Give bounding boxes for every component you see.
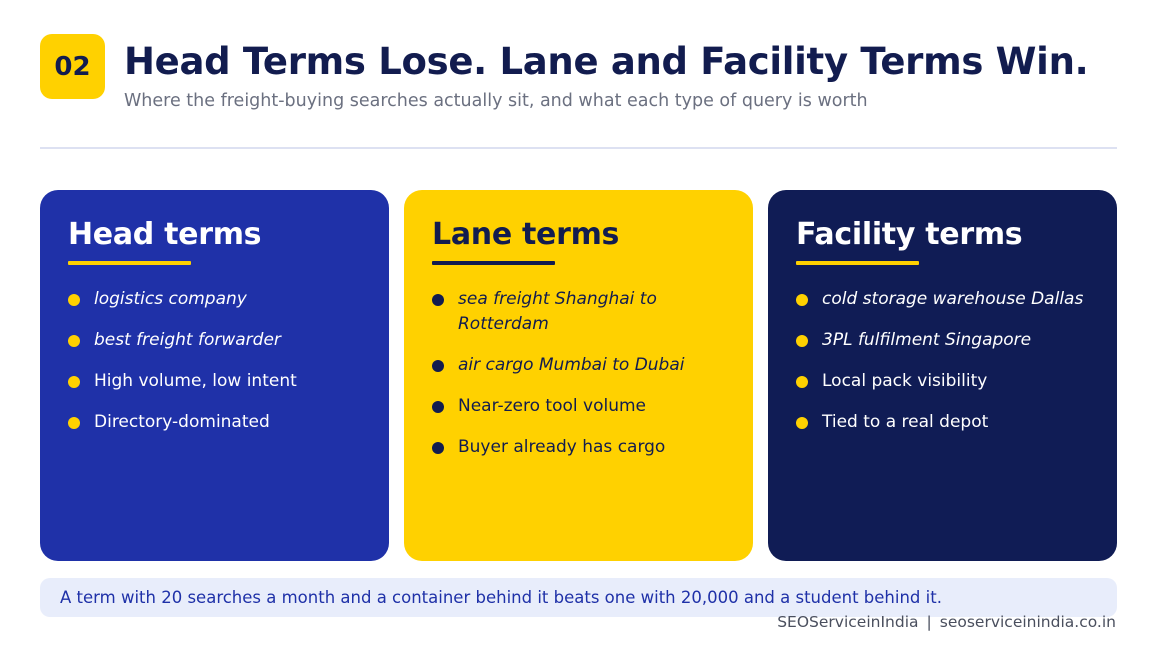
bullet-dot-icon (432, 360, 444, 372)
card-list (68, 287, 361, 435)
takeaway-note: A term with 20 searches a month and a container behind it beats one with 20,000 and a student behind it. (40, 578, 1117, 617)
bullet-dot-icon (68, 417, 80, 429)
card-list (796, 287, 1089, 435)
bullet-dot-icon (796, 294, 808, 306)
bullet-dot-icon (796, 335, 808, 347)
card-title: Lane terms (432, 217, 620, 252)
card-title-underline (432, 261, 555, 265)
card-facility-terms (768, 190, 1117, 561)
list-item: air cargo Mumbai to Dubai (432, 353, 725, 378)
list-item: cold storage warehouse Dallas (796, 287, 1089, 312)
bullet-dot-icon (68, 376, 80, 388)
card-list (432, 287, 725, 460)
card-head-terms (40, 190, 389, 561)
list-item: 3PL fulfilment Singapore (796, 328, 1089, 353)
bullet-dot-icon (432, 294, 444, 306)
list-item: Near-zero tool volume (432, 394, 725, 419)
footer-site: seoserviceinindia.co.in (939, 613, 1116, 631)
bullet-dot-icon (432, 442, 444, 454)
bullet-dot-icon (68, 335, 80, 347)
bullet-dot-icon (68, 294, 80, 306)
card-lane-terms (404, 190, 753, 561)
card-title-underline (796, 261, 919, 265)
section-number-badge: 02 (40, 34, 105, 99)
page-subtitle: Where the freight-buying searches actually sit, and what each type of query is worth (124, 91, 868, 111)
card-title: Head terms (68, 217, 262, 252)
list-item: Directory-dominated (68, 410, 361, 435)
list-item: best freight forwarder (68, 328, 361, 353)
list-item: Tied to a real depot (796, 410, 1089, 435)
card-title: Facility terms (796, 217, 1023, 252)
list-item: sea freight Shanghai to Rotterdam (432, 287, 725, 337)
list-item: Local pack visibility (796, 369, 1089, 394)
header-divider (40, 147, 1117, 149)
bullet-dot-icon (796, 417, 808, 429)
page-title: Head Terms Lose. Lane and Facility Terms Win. (124, 40, 1089, 83)
bullet-dot-icon (432, 401, 444, 413)
list-item: Buyer already has cargo (432, 435, 725, 460)
list-item: High volume, low intent (68, 369, 361, 394)
footer-separator: | (926, 613, 932, 631)
footer (777, 613, 1116, 631)
card-title-underline (68, 261, 191, 265)
bullet-dot-icon (796, 376, 808, 388)
footer-brand: SEOServiceinIndia (777, 613, 919, 631)
list-item: logistics company (68, 287, 361, 312)
